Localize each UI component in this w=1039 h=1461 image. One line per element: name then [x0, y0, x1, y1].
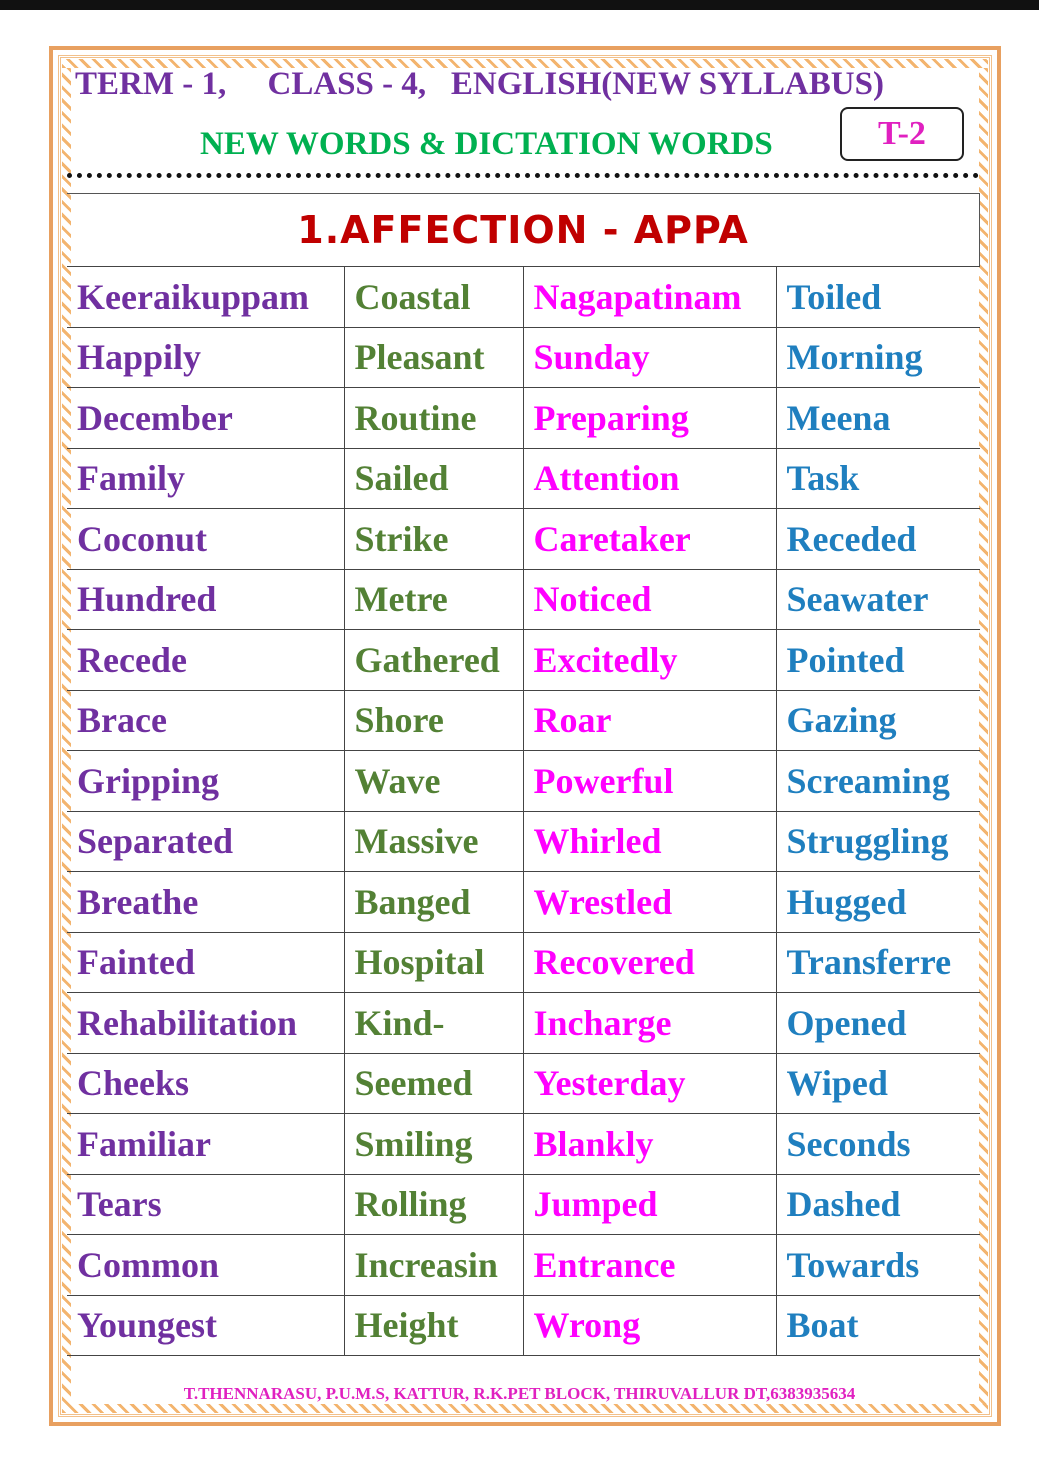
word-cell: Massive — [344, 811, 523, 872]
word-cell: Seawater — [776, 569, 980, 630]
word-cell: Separated — [67, 811, 344, 872]
word-cell: Boat — [776, 1295, 980, 1356]
word-cell: Task — [776, 448, 980, 509]
word-cell: Gripping — [67, 751, 344, 812]
word-cell: Wrestled — [523, 872, 776, 933]
word-cell: Recede — [67, 630, 344, 691]
word-cell: Blankly — [523, 1114, 776, 1175]
word-cell: Nagapatinam — [523, 267, 776, 328]
word-cell: Powerful — [523, 751, 776, 812]
word-cell: Yesterday — [523, 1053, 776, 1114]
word-table — [67, 266, 980, 1356]
word-cell: Recovered — [523, 932, 776, 993]
word-cell: Wrong — [523, 1295, 776, 1356]
word-cell: Entrance — [523, 1235, 776, 1296]
word-cell: Metre — [344, 569, 523, 630]
table-row — [67, 327, 980, 388]
word-cell: Rehabilitation — [67, 993, 344, 1054]
dotted-divider — [67, 173, 979, 178]
word-cell: Hugged — [776, 872, 980, 933]
word-cell: Meena — [776, 388, 980, 449]
table-row — [67, 1235, 980, 1296]
word-cell: Transferre — [776, 932, 980, 993]
word-cell: Coastal — [344, 267, 523, 328]
word-cell: Seemed — [344, 1053, 523, 1114]
word-cell: Rolling — [344, 1174, 523, 1235]
word-cell: Sailed — [344, 448, 523, 509]
word-cell: Shore — [344, 690, 523, 751]
word-cell: Wave — [344, 751, 523, 812]
word-cell: Whirled — [523, 811, 776, 872]
word-cell: Seconds — [776, 1114, 980, 1175]
word-cell: Pointed — [776, 630, 980, 691]
word-cell: Sunday — [523, 327, 776, 388]
table-row — [67, 509, 980, 570]
word-cell: Towards — [776, 1235, 980, 1296]
word-cell: Common — [67, 1235, 344, 1296]
word-cell: Brace — [67, 690, 344, 751]
word-cell: Excitedly — [523, 630, 776, 691]
word-cell: Tears — [67, 1174, 344, 1235]
word-cell: Wiped — [776, 1053, 980, 1114]
page-title: TERM - 1, CLASS - 4, ENGLISH(NEW SYLLABUS) — [75, 66, 884, 102]
table-row — [67, 1053, 980, 1114]
word-cell: Hundred — [67, 569, 344, 630]
top-edge-bar — [0, 0, 1039, 10]
word-cell: Strike — [344, 509, 523, 570]
page-subtitle: NEW WORDS & DICTATION WORDS — [200, 126, 773, 162]
word-cell: Banged — [344, 872, 523, 933]
word-cell: Breathe — [67, 872, 344, 933]
word-cell: Cheeks — [67, 1053, 344, 1114]
word-cell: Happily — [67, 327, 344, 388]
word-cell: Smiling — [344, 1114, 523, 1175]
word-cell: Morning — [776, 327, 980, 388]
word-cell: Pleasant — [344, 327, 523, 388]
word-cell: Struggling — [776, 811, 980, 872]
word-cell: Youngest — [67, 1295, 344, 1356]
table-row — [67, 267, 980, 328]
word-cell: Screaming — [776, 751, 980, 812]
word-cell: Opened — [776, 993, 980, 1054]
word-cell: Hospital — [344, 932, 523, 993]
table-row — [67, 993, 980, 1054]
table-row — [67, 1114, 980, 1175]
word-cell: Kind- — [344, 993, 523, 1054]
word-cell: Incharge — [523, 993, 776, 1054]
word-cell: Keeraikuppam — [67, 267, 344, 328]
footer-credit: T.THENNARASU, P.U.M.S, KATTUR, R.K.PET BLOCK, THIRUVALLUR DT,6383935634 — [183, 1384, 856, 1403]
word-cell: Noticed — [523, 569, 776, 630]
word-cell: Family — [67, 448, 344, 509]
word-cell: December — [67, 388, 344, 449]
table-row — [67, 388, 980, 449]
table-row — [67, 630, 980, 691]
word-cell: Preparing — [523, 388, 776, 449]
table-row — [67, 751, 980, 812]
table-row — [67, 932, 980, 993]
lesson-title: 1.AFFECTION - APPA — [67, 193, 980, 266]
table-row — [67, 569, 980, 630]
word-cell: Roar — [523, 690, 776, 751]
word-cell: Jumped — [523, 1174, 776, 1235]
word-cell: Attention — [523, 448, 776, 509]
table-row — [67, 1295, 980, 1356]
word-table-container — [67, 193, 980, 1356]
word-cell: Increasin — [344, 1235, 523, 1296]
word-table-body — [67, 267, 980, 1356]
word-cell: Dashed — [776, 1174, 980, 1235]
word-cell: Gathered — [344, 630, 523, 691]
table-row — [67, 811, 980, 872]
table-row — [67, 690, 980, 751]
word-cell: Toiled — [776, 267, 980, 328]
word-cell: Familiar — [67, 1114, 344, 1175]
word-cell: Height — [344, 1295, 523, 1356]
term-badge: T-2 — [840, 107, 964, 161]
word-cell: Gazing — [776, 690, 980, 751]
word-cell: Caretaker — [523, 509, 776, 570]
table-row — [67, 872, 980, 933]
word-cell: Fainted — [67, 932, 344, 993]
word-cell: Coconut — [67, 509, 344, 570]
table-row — [67, 1174, 980, 1235]
word-cell: Routine — [344, 388, 523, 449]
word-cell: Receded — [776, 509, 980, 570]
table-row — [67, 448, 980, 509]
